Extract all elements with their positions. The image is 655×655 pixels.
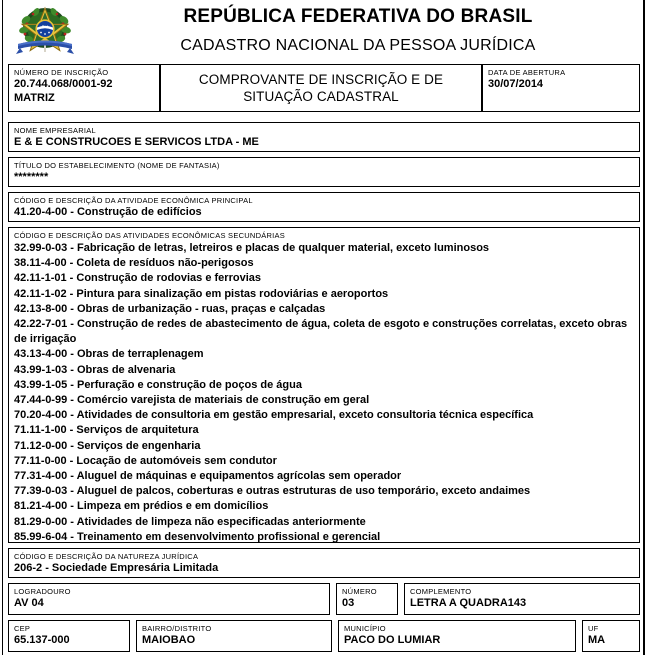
field-value-matriz: MATRIZ — [14, 92, 55, 104]
page-border-right — [643, 0, 645, 655]
secondary-activity-item: 81.21-4-00 - Limpeza em prédios e em domicílios — [14, 500, 269, 513]
secondary-activity-item: 47.44-0-99 - Comércio varejista de materiais de construção em geral — [14, 394, 370, 407]
field-label: LOGRADOURO — [14, 587, 71, 596]
field-label: MUNICÍPIO — [344, 624, 386, 633]
secondary-activity-item: 77.11-0-00 - Locação de automóveis sem condutor — [14, 454, 277, 467]
field-label: CEP — [14, 624, 31, 633]
field-bairro-distrito — [136, 620, 332, 652]
field-natureza-juridica — [8, 548, 640, 578]
header-title-group — [80, 2, 636, 57]
field-label: COMPLEMENTO — [410, 587, 472, 596]
field-value-cnpj: 20.744.068/0001-92 — [14, 78, 113, 90]
page-border-left — [2, 0, 3, 655]
field-atividades-secundarias — [8, 227, 640, 543]
field-label: DATA DE ABERTURA — [488, 68, 566, 77]
field-value: E & E CONSTRUCOES E SERVICOS LTDA - ME — [14, 136, 259, 148]
field-value: MA — [588, 634, 606, 646]
document-header — [8, 0, 640, 62]
field-label: CÓDIGO E DESCRIÇÃO DA ATIVIDADE ECONÔMICA PRINCIPAL — [14, 196, 253, 205]
field-label: CÓDIGO E DESCRIÇÃO DA NATUREZA JURÍDICA — [14, 552, 199, 561]
secondary-activity-item: 42.13-8-00 - Obras de urbanização - ruas, praças e calçadas — [14, 302, 326, 315]
field-titulo-estabelecimento — [8, 157, 640, 187]
field-numero — [336, 583, 398, 615]
field-value: 206-2 - Sociedade Empresária Limitada — [14, 562, 219, 574]
secondary-activity-item: 77.31-4-00 - Aluguel de máquinas e equipamentos agrícolas sem operador — [14, 470, 402, 483]
secondary-activity-item: 43.99-1-05 - Perfuração e construção de poços de água — [14, 378, 302, 391]
field-data-abertura — [482, 64, 640, 112]
field-value: 30/07/2014 — [488, 78, 544, 90]
field-atividade-principal — [8, 192, 640, 222]
secondary-activity-item: 38.11-4-00 - Coleta de resíduos não-perigosos — [14, 257, 254, 270]
secondary-activity-item: 42.11-1-01 - Construção de rodovias e ferrovias — [14, 272, 261, 285]
secondary-activity-item: 32.99-0-03 - Fabricação de letras, letreiros e placas de qualquer material, exceto luminosos — [14, 242, 490, 254]
field-nome-empresarial — [8, 122, 640, 152]
secondary-activity-item: 42.11-1-02 - Pintura para sinalização em pistas rodoviárias e aeroportos — [14, 287, 389, 300]
secondary-activity-item: 85.99-6-04 - Treinamento em desenvolvimento profissional e gerencial — [14, 530, 381, 543]
field-value: 03 — [342, 597, 355, 609]
field-label: NOME EMPRESARIAL — [14, 126, 96, 135]
secondary-activity-item: 42.22-7-01 - Construção de redes de abastecimento de água, coleta de esgoto e construções correlatas, exceto obras de irrigação — [14, 318, 628, 346]
secondary-activity-item: 77.39-0-03 - Aluguel de palcos, coberturas e outras estruturas de uso temporário, exceto andaimes — [14, 485, 531, 498]
field-numero-inscricao — [8, 64, 160, 112]
field-value: PACO DO LUMIAR — [344, 634, 441, 646]
field-logradouro — [8, 583, 330, 615]
brazil-coat-of-arms-icon — [14, 4, 76, 59]
field-label: UF — [588, 624, 599, 633]
field-value: MAIOBAO — [142, 634, 196, 646]
field-label: NÚMERO DE INSCRIÇÃO — [14, 68, 109, 77]
secondary-activity-item: 43.13-4-00 - Obras de terraplenagem — [14, 348, 204, 361]
secondary-activity-item: 43.99-1-03 - Obras de alvenaria — [14, 363, 176, 376]
comprovante-heading: COMPROVANTE DE INSCRIÇÃO E DE SITUAÇÃO CADASTRAL — [198, 72, 444, 104]
field-label: TÍTULO DO ESTABELECIMENTO (NOME DE FANTASIA) — [14, 161, 220, 170]
secondary-activities-list — [9, 240, 639, 543]
page-title: REPÚBLICA FEDERATIVA DO BRASIL — [183, 6, 533, 27]
field-value: AV 04 — [14, 597, 44, 609]
field-value: LETRA A QUADRA143 — [410, 597, 527, 609]
field-value: 41.20-4-00 - Construção de edifícios — [14, 206, 202, 218]
secondary-activity-item: 81.29-0-00 - Atividades de limpeza não especificadas anteriormente — [14, 515, 366, 528]
field-cep — [8, 620, 130, 652]
page-subtitle: CADASTRO NACIONAL DA PESSOA JURÍDICA — [180, 37, 536, 54]
secondary-activity-item: 71.11-1-00 - Serviços de arquitetura — [14, 424, 199, 437]
field-value: 65.137-000 — [14, 634, 70, 646]
field-comprovante-title — [160, 64, 482, 112]
field-label: CÓDIGO E DESCRIÇÃO DAS ATIVIDADES ECONÔMICAS SECUNDÁRIAS — [14, 231, 285, 240]
secondary-activity-item: 71.12-0-00 - Serviços de engenharia — [14, 439, 201, 452]
field-complemento — [404, 583, 640, 615]
field-label: NÚMERO — [342, 587, 377, 596]
secondary-activity-item: 70.20-4-00 - Atividades de consultoria em gestão empresarial, exceto consultoria técnica específica — [14, 409, 534, 422]
field-uf — [582, 620, 640, 652]
field-value: ******** — [14, 171, 49, 183]
field-label: BAIRRO/DISTRITO — [142, 624, 212, 633]
field-municipio — [338, 620, 576, 652]
